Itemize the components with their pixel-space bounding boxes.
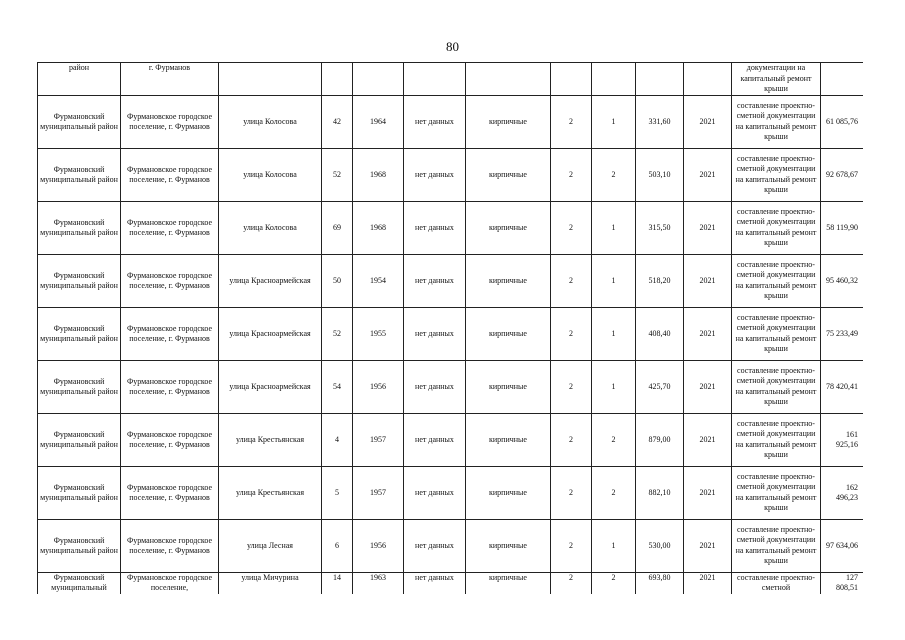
cell-wall-material: кирпичные <box>466 307 551 360</box>
cell-area: 408,40 <box>636 307 684 360</box>
cell-district: Фурмановский муниципальный район <box>38 148 121 201</box>
cell-street: улица Красноармейская <box>219 254 322 307</box>
cell-area: 879,00 <box>636 413 684 466</box>
cell-wall-material: кирпичные <box>466 360 551 413</box>
cell-settlement: Фурмановское городское поселение, г. Фурманов <box>121 466 219 519</box>
cell-year: 1957 <box>353 413 404 466</box>
cell-district: Фурмановский муниципальный <box>38 572 121 594</box>
cell-house: 52 <box>322 148 353 201</box>
cell-year: 1956 <box>353 519 404 572</box>
table-row <box>38 413 864 466</box>
cell-floors: 2 <box>551 201 592 254</box>
cell-district: Фурмановский муниципальный район <box>38 466 121 519</box>
cell-district: Фурмановский муниципальный район <box>38 360 121 413</box>
table-row <box>38 201 864 254</box>
cell-cost: 58 119,90 <box>821 201 864 254</box>
table-row <box>38 466 864 519</box>
cell-reconstruction: нет данных <box>404 519 466 572</box>
cell-reconstruction: нет данных <box>404 201 466 254</box>
cell-house <box>322 63 353 96</box>
cell-reconstruction: нет данных <box>404 466 466 519</box>
cell-entrances: 1 <box>592 95 636 148</box>
cell-settlement: Фурмановское городское поселение, г. Фурманов <box>121 148 219 201</box>
cell-settlement: Фурмановское городское поселение, г. Фурманов <box>121 360 219 413</box>
cell-district: Фурмановский муниципальный район <box>38 201 121 254</box>
cell-cost: 97 634,06 <box>821 519 864 572</box>
repair-plan-table <box>37 62 863 594</box>
cell-house: 50 <box>322 254 353 307</box>
cell-area: 315,50 <box>636 201 684 254</box>
cell-work: составление проектно-сметной документации на капитальный ремонт крыши <box>732 95 821 148</box>
cell-area: 530,00 <box>636 519 684 572</box>
cell-plan-year: 2021 <box>684 95 732 148</box>
cell-plan-year: 2021 <box>684 519 732 572</box>
cell-year: 1964 <box>353 95 404 148</box>
cell-year: 1968 <box>353 148 404 201</box>
cell-street: улица Мичурина <box>219 572 322 594</box>
cell-house: 6 <box>322 519 353 572</box>
cell-district: район <box>38 63 121 96</box>
cell-district: Фурмановский муниципальный район <box>38 254 121 307</box>
cell-reconstruction <box>404 63 466 96</box>
cell-floors: 2 <box>551 519 592 572</box>
cell-cost: 162 496,23 <box>821 466 864 519</box>
table-row <box>38 519 864 572</box>
cell-year: 1968 <box>353 201 404 254</box>
cell-house: 69 <box>322 201 353 254</box>
cell-plan-year: 2021 <box>684 148 732 201</box>
cell-reconstruction: нет данных <box>404 572 466 594</box>
cell-floors <box>551 63 592 96</box>
cell-floors: 2 <box>551 307 592 360</box>
cell-work: составление проектно-сметной документации на капитальный ремонт крыши <box>732 201 821 254</box>
cell-entrances: 1 <box>592 307 636 360</box>
cell-district: Фурмановский муниципальный район <box>38 95 121 148</box>
cell-house: 52 <box>322 307 353 360</box>
cell-entrances: 1 <box>592 254 636 307</box>
cell-entrances: 1 <box>592 360 636 413</box>
cell-wall-material: кирпичные <box>466 466 551 519</box>
cell-street: улица Колосова <box>219 95 322 148</box>
cell-year: 1954 <box>353 254 404 307</box>
cell-reconstruction: нет данных <box>404 413 466 466</box>
cell-floors: 2 <box>551 413 592 466</box>
cell-area: 503,10 <box>636 148 684 201</box>
cell-street: улица Красноармейская <box>219 307 322 360</box>
cell-settlement: Фурмановское городское поселение, г. Фурманов <box>121 254 219 307</box>
cell-work: составление проектно-сметной документации на капитальный ремонт крыши <box>732 466 821 519</box>
cell-settlement: Фурмановское городское поселение, г. Фурманов <box>121 519 219 572</box>
cell-street <box>219 63 322 96</box>
cell-wall-material: кирпичные <box>466 413 551 466</box>
cell-house: 5 <box>322 466 353 519</box>
cell-cost: 75 233,49 <box>821 307 864 360</box>
cell-district: Фурмановский муниципальный район <box>38 307 121 360</box>
cell-area: 518,20 <box>636 254 684 307</box>
cell-work: составление проектно-сметной документации на капитальный ремонт крыши <box>732 148 821 201</box>
cell-street: улица Крестьянская <box>219 466 322 519</box>
table-row <box>38 254 864 307</box>
table-row <box>38 148 864 201</box>
table-row <box>38 360 864 413</box>
cell-work: составление проектно-сметной документации на капитальный ремонт крыши <box>732 360 821 413</box>
cell-cost: 161 925,16 <box>821 413 864 466</box>
cell-settlement: Фурмановское городское поселение, г. Фурманов <box>121 307 219 360</box>
cell-cost: 61 085,76 <box>821 95 864 148</box>
cell-street: улица Красноармейская <box>219 360 322 413</box>
cell-area: 882,10 <box>636 466 684 519</box>
cell-cost: 78 420,41 <box>821 360 864 413</box>
cell-house: 54 <box>322 360 353 413</box>
cell-street: улица Крестьянская <box>219 413 322 466</box>
cell-settlement: Фурмановское городское поселение, г. Фурманов <box>121 95 219 148</box>
cell-work: составление проектно-сметной документации на капитальный ремонт крыши <box>732 254 821 307</box>
cell-area: 331,60 <box>636 95 684 148</box>
cell-wall-material: кирпичные <box>466 201 551 254</box>
cell-entrances: 1 <box>592 201 636 254</box>
cell-house: 42 <box>322 95 353 148</box>
cell-plan-year: 2021 <box>684 307 732 360</box>
cell-district: Фурмановский муниципальный район <box>38 519 121 572</box>
cell-entrances <box>592 63 636 96</box>
table-row-continued-top <box>38 63 864 96</box>
cell-floors: 2 <box>551 95 592 148</box>
cell-plan-year: 2021 <box>684 254 732 307</box>
cell-street: улица Колосова <box>219 201 322 254</box>
cell-work: составление проектно-сметной <box>732 572 821 594</box>
cell-entrances: 2 <box>592 148 636 201</box>
cell-plan-year: 2021 <box>684 360 732 413</box>
cell-settlement: Фурмановское городское поселение, <box>121 572 219 594</box>
cell-year: 1957 <box>353 466 404 519</box>
cell-street: улица Лесная <box>219 519 322 572</box>
cell-cost: 92 678,67 <box>821 148 864 201</box>
cell-reconstruction: нет данных <box>404 254 466 307</box>
cell-reconstruction: нет данных <box>404 95 466 148</box>
cell-wall-material: кирпичные <box>466 519 551 572</box>
cell-year: 1955 <box>353 307 404 360</box>
cell-year <box>353 63 404 96</box>
cell-wall-material: кирпичные <box>466 148 551 201</box>
cell-work: документации на капитальный ремонт крыши <box>732 63 821 96</box>
cell-work: составление проектно-сметной документации на капитальный ремонт крыши <box>732 413 821 466</box>
cell-settlement: Фурмановское городское поселение, г. Фурманов <box>121 413 219 466</box>
cell-plan-year <box>684 63 732 96</box>
page-number: 80 <box>446 39 459 54</box>
cell-plan-year: 2021 <box>684 572 732 594</box>
cell-work: составление проектно-сметной документации на капитальный ремонт крыши <box>732 519 821 572</box>
cell-reconstruction: нет данных <box>404 307 466 360</box>
cell-wall-material: кирпичные <box>466 572 551 594</box>
table-row <box>38 307 864 360</box>
cell-entrances: 2 <box>592 466 636 519</box>
cell-entrances: 2 <box>592 572 636 594</box>
cell-reconstruction: нет данных <box>404 148 466 201</box>
cell-settlement: г. Фурманов <box>121 63 219 96</box>
cell-year: 1963 <box>353 572 404 594</box>
table-row <box>38 95 864 148</box>
cell-entrances: 1 <box>592 519 636 572</box>
cell-area: 425,70 <box>636 360 684 413</box>
cell-area <box>636 63 684 96</box>
cell-plan-year: 2021 <box>684 201 732 254</box>
cell-work: составление проектно-сметной документации на капитальный ремонт крыши <box>732 307 821 360</box>
cell-area: 693,80 <box>636 572 684 594</box>
cell-floors: 2 <box>551 572 592 594</box>
cell-wall-material <box>466 63 551 96</box>
cell-floors: 2 <box>551 254 592 307</box>
cell-house: 4 <box>322 413 353 466</box>
cell-cost: 95 460,32 <box>821 254 864 307</box>
cell-cost <box>821 63 864 96</box>
cell-street: улица Колосова <box>219 148 322 201</box>
cell-entrances: 2 <box>592 413 636 466</box>
document-table-container <box>37 62 863 594</box>
cell-settlement: Фурмановское городское поселение, г. Фурманов <box>121 201 219 254</box>
cell-wall-material: кирпичные <box>466 95 551 148</box>
cell-house: 14 <box>322 572 353 594</box>
cell-wall-material: кирпичные <box>466 254 551 307</box>
cell-cost: 127 808,51 <box>821 572 864 594</box>
cell-district: Фурмановский муниципальный район <box>38 413 121 466</box>
cell-floors: 2 <box>551 466 592 519</box>
table-body <box>38 95 864 572</box>
cell-floors: 2 <box>551 148 592 201</box>
cell-reconstruction: нет данных <box>404 360 466 413</box>
cell-plan-year: 2021 <box>684 413 732 466</box>
cell-floors: 2 <box>551 360 592 413</box>
cell-year: 1956 <box>353 360 404 413</box>
table-row-continued-bottom <box>38 572 864 594</box>
cell-plan-year: 2021 <box>684 466 732 519</box>
